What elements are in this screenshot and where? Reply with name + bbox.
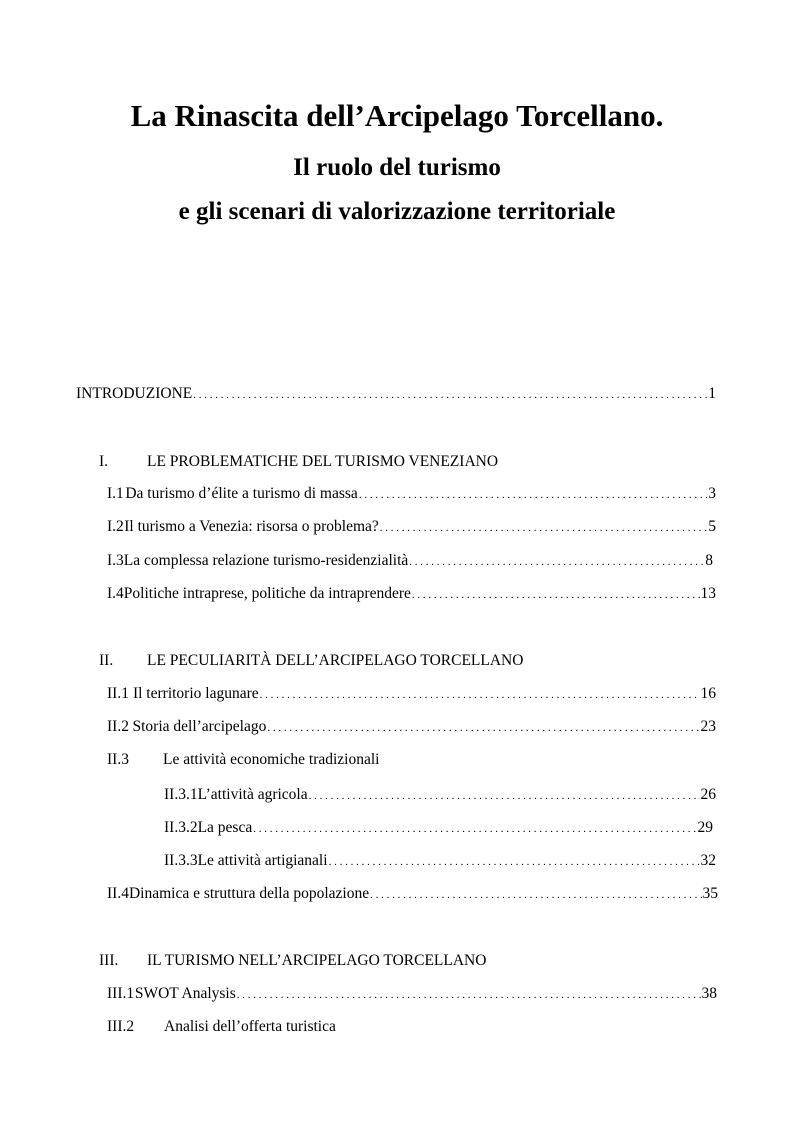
- toc-entry[interactable]: [107, 717, 716, 737]
- subtitle-line-2: e gli scenari di valorizzazione territoriale: [178, 198, 616, 225]
- toc-page-number: 8: [705, 552, 713, 569]
- toc-entry-label: INTRODUZIONE: [76, 385, 193, 402]
- toc-chapter-2[interactable]: [99, 651, 719, 671]
- subsection-number: II.3.3: [164, 852, 198, 869]
- toc-entry-label: Dinamica e struttura della popolazione: [128, 885, 370, 902]
- toc-subentry[interactable]: [164, 851, 716, 871]
- section-number: II.2: [107, 718, 129, 735]
- dot-leader: [267, 718, 699, 738]
- chapter-title: LE PROBLEMATICHE DEL TURISMO VENEZIANO: [147, 453, 499, 470]
- toc-entry[interactable]: [107, 484, 716, 504]
- toc-page-number: 35: [702, 885, 718, 902]
- toc-entry-label: Politiche intraprese, politiche da intraprendere: [123, 585, 411, 602]
- chapter-title: LE PECULIARITÀ DELL’ARCIPELAGO TORCELLANO: [147, 652, 524, 669]
- toc-page-number: 23: [700, 718, 716, 735]
- toc-entry[interactable]: [107, 551, 713, 571]
- dot-leader: [412, 585, 700, 605]
- toc-page-number: 3: [708, 485, 716, 502]
- toc-entry-label: Le attività artigianali: [197, 852, 328, 869]
- section-number: II.1: [107, 685, 129, 702]
- dot-leader: [380, 518, 707, 538]
- toc-entry-label: L’attività agricola: [197, 786, 308, 803]
- toc-entry[interactable]: [107, 1017, 717, 1037]
- toc-entry-label: Il turismo a Venezia: risorsa o problema?: [124, 518, 379, 535]
- toc-entry-label: SWOT Analysis: [134, 985, 236, 1002]
- dot-leader: [193, 385, 707, 405]
- chapter-title: IL TURISMO NELL’ARCIPELAGO TORCELLANO: [147, 952, 487, 969]
- toc-entry[interactable]: [107, 584, 716, 604]
- section-number: III.1: [107, 985, 135, 1002]
- chapter-number: I.: [99, 453, 109, 470]
- toc-page-number: 29: [697, 819, 713, 836]
- dot-leader: [329, 852, 700, 872]
- dot-leader: [359, 485, 707, 505]
- section-number: I.4: [107, 585, 124, 602]
- toc-entry-label: La complessa relazione turismo-residenzialità: [123, 552, 409, 569]
- section-number: II.4: [107, 885, 129, 902]
- toc-entry[interactable]: [107, 684, 716, 704]
- section-number: I.1: [107, 485, 124, 502]
- dot-leader: [309, 786, 700, 806]
- toc-page-number: 32: [700, 852, 716, 869]
- toc-page-number: 16: [700, 685, 716, 702]
- toc-entry-introduzione[interactable]: [76, 384, 716, 404]
- toc-entry[interactable]: [107, 517, 716, 537]
- toc-page-number: 5: [708, 518, 716, 535]
- dot-leader: [409, 552, 704, 572]
- toc-page-number: 1: [708, 385, 716, 402]
- toc-chapter-1[interactable]: [99, 452, 719, 472]
- toc-page-number: 38: [701, 985, 717, 1002]
- toc-page-number: 26: [700, 786, 716, 803]
- subtitle-line-1: Il ruolo del turismo: [293, 154, 501, 181]
- dot-leader: [237, 985, 701, 1005]
- dot-leader: [253, 819, 696, 839]
- chapter-number: III.: [99, 952, 119, 969]
- dot-leader: [370, 885, 701, 905]
- toc-entry[interactable]: [107, 750, 716, 770]
- toc-entry-label: La pesca: [197, 819, 253, 836]
- dot-leader: [260, 685, 700, 705]
- toc-entry[interactable]: [107, 984, 717, 1004]
- toc-subentry[interactable]: [164, 818, 713, 838]
- toc-chapter-3[interactable]: [99, 951, 719, 971]
- toc-entry-label: Il territorio lagunare: [132, 685, 259, 702]
- subsection-number: II.3.1: [164, 786, 198, 803]
- toc-entry-label: Da turismo d’élite a turismo di massa: [125, 485, 358, 502]
- section-number: III.2: [107, 1018, 135, 1035]
- chapter-number: II.: [99, 652, 114, 669]
- toc-entry-label: Le attività economiche tradizionali: [163, 751, 380, 768]
- toc-subentry[interactable]: [164, 785, 716, 805]
- section-number: I.2: [107, 518, 124, 535]
- toc-entry[interactable]: [107, 884, 718, 904]
- document-title: La Rinascita dell’Arcipelago Torcellano.: [130, 98, 664, 133]
- toc-page-number: 13: [700, 585, 716, 602]
- section-number: I.3: [107, 552, 124, 569]
- subsection-number: II.3.2: [164, 819, 198, 836]
- toc-entry-label: Analisi dell’offerta turistica: [164, 1018, 336, 1035]
- section-number: II.3: [107, 751, 129, 768]
- toc-entry-label: Storia dell’arcipelago: [132, 718, 267, 735]
